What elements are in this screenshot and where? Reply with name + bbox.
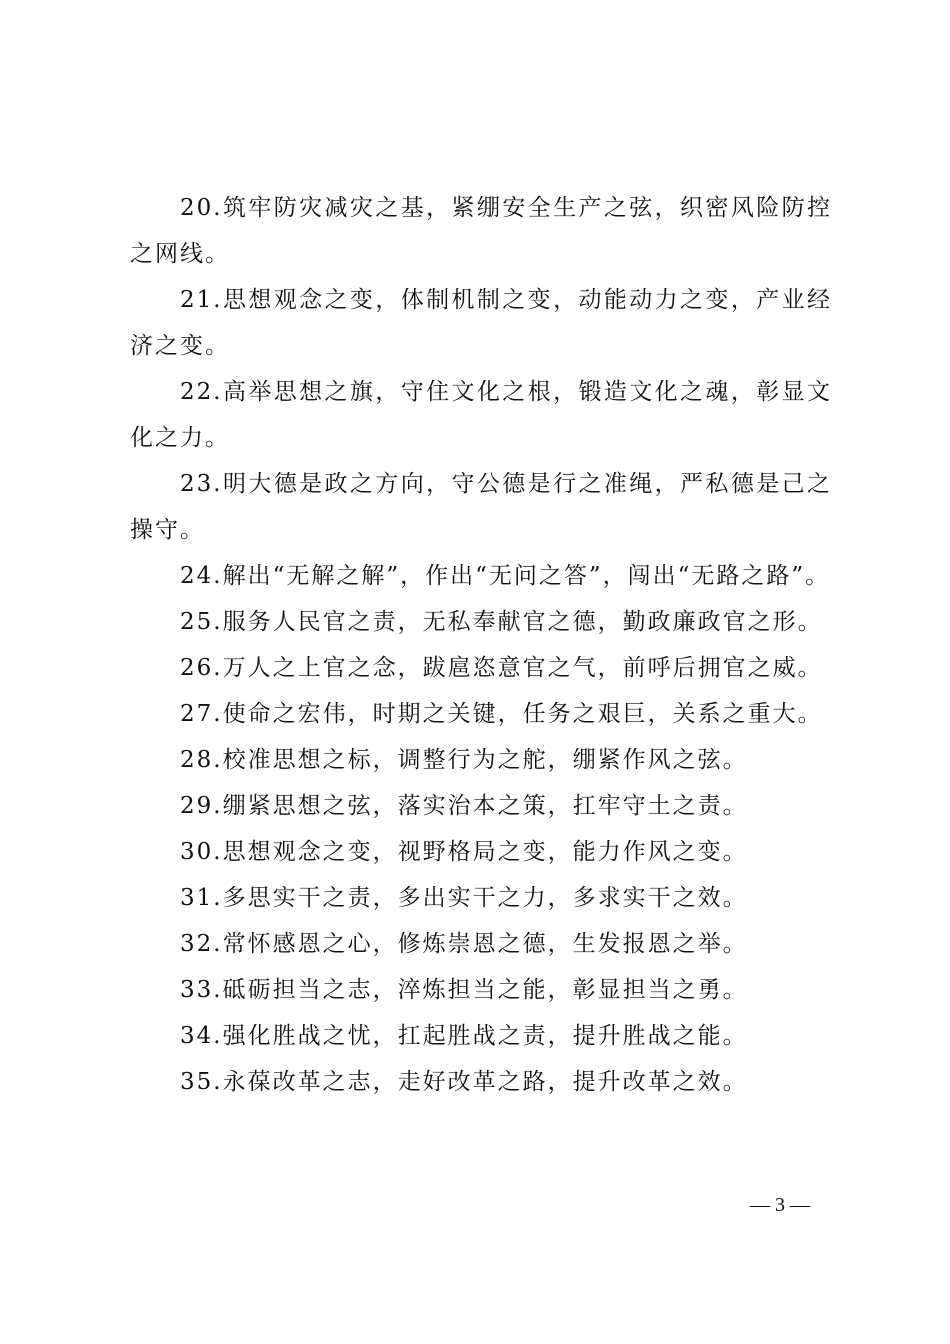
paragraph-34: 34.强化胜战之忧，扛起胜战之责，提升胜战之能。	[180, 1023, 748, 1049]
paragraph-24: 24.解出“无解之解”，作出“无问之答”，闯出“无路之路”。	[180, 563, 831, 589]
paragraph-28: 28.校准思想之标，调整行为之舵，绷紧作风之弦。	[180, 747, 748, 773]
paragraph-29: 29.绷紧思想之弦，落实治本之策，扛牢守土之责。	[180, 793, 748, 819]
page-number: — 3 —	[750, 1194, 810, 1216]
paragraph-32: 32.常怀感恩之心，修炼崇恩之德，生发报恩之举。	[180, 931, 748, 957]
paragraph-33: 33.砥砺担当之志，淬炼担当之能，彰显担当之勇。	[180, 977, 748, 1003]
paragraph-26: 26.万人之上官之念，跋扈恣意官之气，前呼后拥官之威。	[180, 655, 823, 681]
paragraph-22: 22.高举思想之旗，守住文化之根，锻造文化之魂，彰显文化之力。	[130, 379, 832, 451]
paragraph-25: 25.服务人民官之责，无私奉献官之德，勤政廉政官之形。	[180, 609, 823, 635]
paragraph-31: 31.多思实干之责，多出实干之力，多求实干之效。	[180, 885, 748, 911]
paragraph-35: 35.永葆改革之志，走好改革之路，提升改革之效。	[180, 1069, 748, 1095]
paragraph-23: 23.明大德是政之方向，守公德是行之准绳，严私德是己之操守。	[130, 471, 832, 543]
paragraph-20: 20.筑牢防灾减灾之基，紧绷安全生产之弦，织密风险防控之网线。	[130, 195, 832, 267]
document-body	[130, 185, 832, 1105]
paragraph-21: 21.思想观念之变，体制机制之变，动能动力之变，产业经济之变。	[130, 287, 832, 359]
paragraph-30: 30.思想观念之变，视野格局之变，能力作风之变。	[180, 839, 748, 865]
paragraph-27: 27.使命之宏伟，时期之关键，任务之艰巨，关系之重大。	[180, 701, 823, 727]
